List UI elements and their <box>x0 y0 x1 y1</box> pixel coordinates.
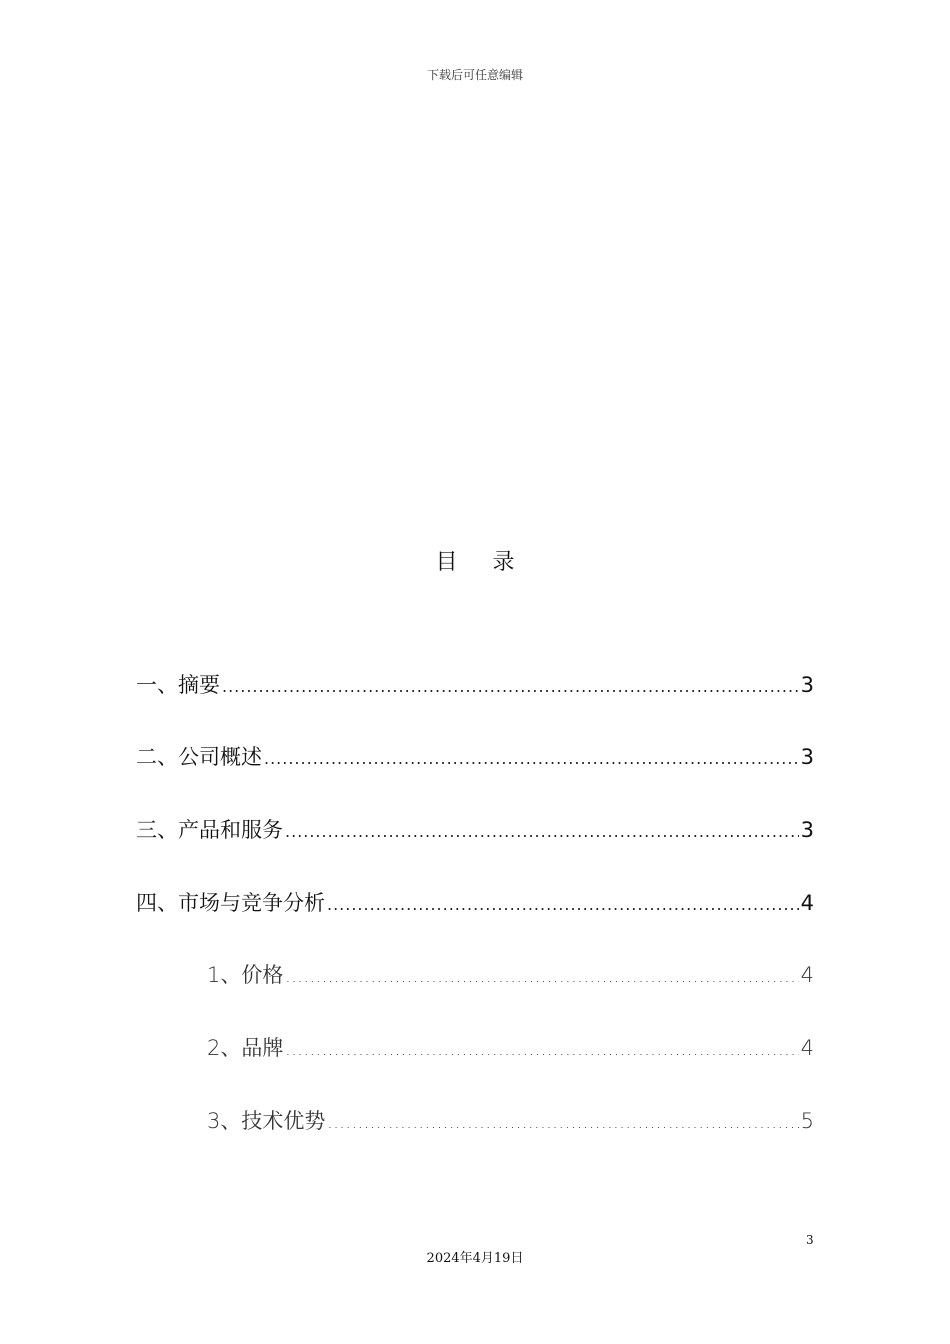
dot-leader <box>327 890 799 920</box>
toc-subentry[interactable] <box>207 1033 814 1065</box>
toc-entry-page: 5 <box>800 1109 814 1133</box>
toc-entry-label: 3、技术优势 <box>207 1109 326 1133</box>
toc-entry[interactable] <box>136 742 814 774</box>
toc-title: 目 录 <box>435 550 529 575</box>
toc-entry-page: 4 <box>800 891 814 915</box>
footer-date: 2024年4月19日 <box>426 1251 524 1266</box>
page-header: 下载后可任意编辑 <box>426 68 523 82</box>
toc-entry-label: 一、摘要 <box>136 673 220 697</box>
toc-entry-label: 三、产品和服务 <box>136 818 283 842</box>
toc-entry[interactable] <box>136 815 814 847</box>
toc-subentry[interactable] <box>207 1106 814 1138</box>
dot-leader <box>264 744 799 774</box>
dot-leader <box>327 1108 798 1138</box>
toc-entry[interactable] <box>136 670 814 702</box>
toc-entry-label: 2、品牌 <box>207 1036 284 1060</box>
dot-leader <box>285 962 798 992</box>
toc-entry-label: 二、公司概述 <box>136 745 262 769</box>
toc-entry-page: 3 <box>800 673 814 697</box>
toc-entry-page: 3 <box>800 745 814 769</box>
toc-entry-label: 1、价格 <box>207 963 284 987</box>
toc-subentry[interactable] <box>207 960 814 992</box>
toc-entry-page: 4 <box>800 963 814 987</box>
page-number: 3 <box>806 1233 814 1247</box>
dot-leader <box>222 672 799 702</box>
toc-entry-page: 3 <box>800 818 814 842</box>
dot-leader <box>285 1035 798 1065</box>
toc-entry-label: 四、市场与竞争分析 <box>136 891 325 915</box>
toc-entry[interactable] <box>136 888 814 920</box>
dot-leader <box>285 817 799 847</box>
toc-entry-page: 4 <box>800 1036 814 1060</box>
